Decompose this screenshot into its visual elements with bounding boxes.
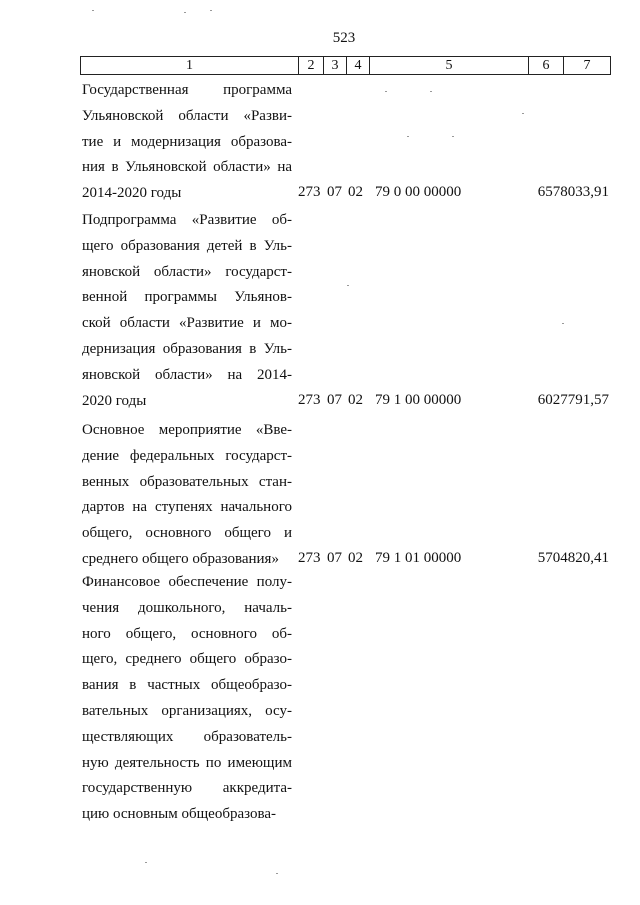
description-line: ния в Ульяновской области» на: [82, 159, 292, 176]
row-code-csr: 79 0 00 00000: [375, 184, 462, 201]
column-header-row: [80, 56, 611, 75]
description-line: вания в частных общеобразо-: [82, 677, 292, 694]
page-number: 523: [332, 30, 356, 46]
scan-speck: [452, 136, 454, 137]
row-code-csr: 79 1 01 00000: [375, 550, 462, 566]
description-line: 2014-2020 годы: [82, 185, 182, 202]
scan-speck: [92, 10, 94, 11]
row-code-vr: 273: [298, 550, 321, 566]
description-line: цию основным общеобразова-: [82, 806, 277, 823]
column-header-2: 2: [299, 57, 324, 74]
description-line: дение федеральных государст-: [82, 447, 292, 464]
row-amount: 5704820,41: [537, 550, 609, 566]
description-line: Ульяновской области «Разви-: [82, 107, 292, 124]
description-line: 2020 годы: [82, 392, 147, 409]
row-description: [82, 78, 292, 207]
row-code-vr: 273: [298, 184, 321, 201]
description-line: общего, основного общего и: [82, 525, 292, 542]
description-line: Финансовое обеспечение полу-: [82, 574, 292, 590]
description-line: ществляющих образователь-: [82, 728, 292, 745]
row-code-pr: 02: [348, 391, 363, 408]
description-line: яновской области» государст-: [82, 263, 292, 280]
description-line: ного общего, основного об-: [82, 625, 292, 642]
description-line: тие и модернизация образова-: [82, 133, 292, 150]
row-code-rz: 07: [327, 550, 342, 566]
scan-speck: [385, 91, 387, 92]
description-line: Основное мероприятие «Вве-: [82, 422, 292, 438]
row-code-vr: 273: [298, 391, 321, 408]
row-code-rz: 07: [327, 391, 342, 408]
column-header-7: 7: [583, 58, 591, 73]
scan-speck: [210, 10, 212, 11]
row-amount: 6027791,57: [537, 391, 609, 408]
row-amount: 6578033,91: [537, 184, 609, 201]
description-line: дартов на ступенях начального: [82, 499, 292, 516]
description-line: вательных организациях, осу-: [82, 702, 292, 719]
description-line: ской области «Развитие и мо-: [82, 315, 292, 332]
description-line: Подпрограмма «Развитие об-: [82, 212, 292, 228]
row-code-rz: 07: [327, 184, 342, 201]
description-line: чения дошкольного, началь-: [82, 599, 292, 616]
description-line: щего образования детей в Уль-: [82, 237, 292, 254]
scan-speck: [522, 113, 524, 114]
scan-speck: [145, 862, 147, 863]
scan-speck: [407, 136, 409, 137]
scan-speck: [347, 285, 349, 286]
row-description: [82, 570, 292, 828]
scan-speck: [430, 91, 432, 92]
description-line: щего, среднего общего образо-: [82, 651, 292, 668]
row-description: [82, 208, 292, 414]
scan-speck: [276, 873, 278, 874]
description-line: государственную аккредита-: [82, 780, 292, 797]
description-line: венной программы Ульянов-: [82, 289, 292, 306]
scan-speck: [562, 323, 564, 324]
description-line: венных образовательных стан-: [82, 473, 292, 490]
row-code-pr: 02: [348, 550, 363, 566]
column-header-4: 4: [347, 57, 370, 74]
column-header-6: 6: [529, 57, 564, 74]
row-code-pr: 02: [348, 184, 363, 201]
description-line: Государственная программа: [82, 82, 292, 98]
row-description: [82, 418, 292, 573]
column-header-1: 1: [81, 57, 299, 74]
description-line: яновской области» на 2014-: [82, 366, 292, 383]
description-line: дернизация образования в Уль-: [82, 340, 292, 357]
row-code-csr: 79 1 00 00000: [375, 391, 462, 408]
description-line: ную деятельность по имеющим: [82, 754, 292, 771]
column-header-5: 5: [370, 57, 529, 74]
description-line: среднего общего образования»: [82, 550, 279, 567]
scan-speck: [184, 12, 186, 13]
column-header-3: 3: [324, 57, 347, 74]
